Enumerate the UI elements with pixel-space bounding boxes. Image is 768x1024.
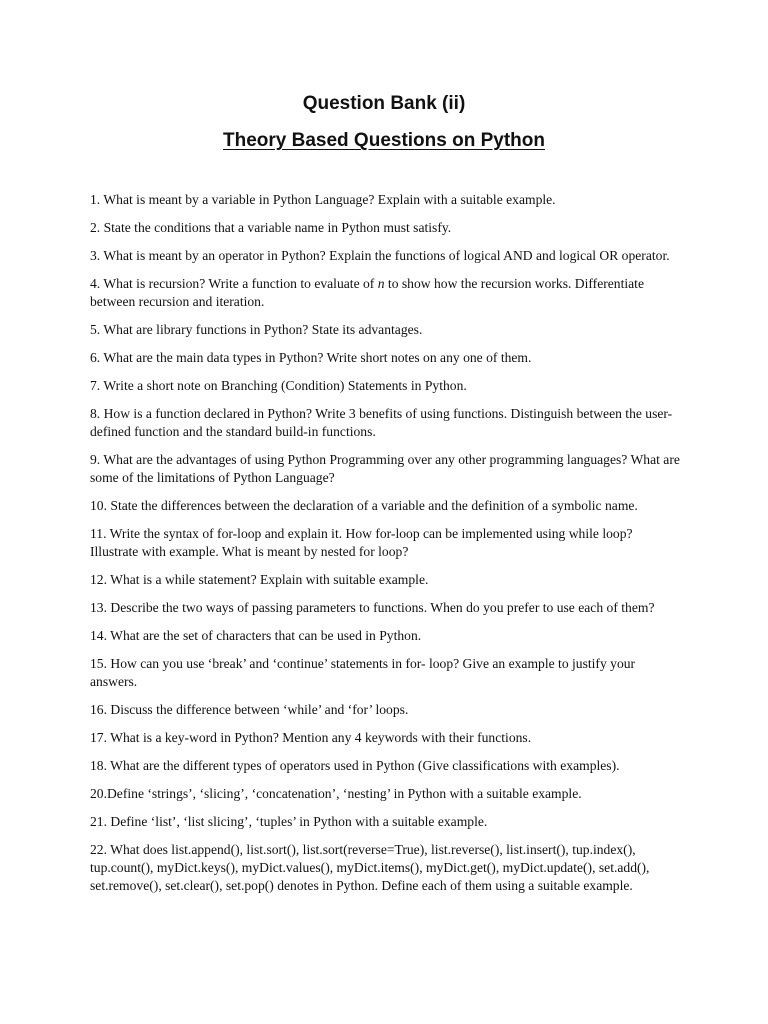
question-item: 6. What are the main data types in Python? Write short notes on any one of them. — [90, 350, 532, 365]
question-item: 1. What is meant by a variable in Python Language? Explain with a suitable example. — [90, 192, 556, 207]
document-subtitle: Theory Based Questions on Python — [223, 130, 545, 151]
question-item: 12. What is a while statement? Explain with suitable example. — [90, 572, 429, 587]
question-item: 21. Define ‘list’, ‘list slicing’, ‘tuples’ in Python with a suitable example. — [90, 814, 488, 829]
question-item: 5. What are library functions in Python? State its advantages. — [90, 322, 423, 337]
question-item: 13. Describe the two ways of passing parameters to functions. When do you prefer to use each of them? — [90, 600, 655, 615]
question-item: 22. What does list.append(), list.sort(), list.sort(reverse=True), list.reverse(), list.insert(), tup.index(), tup.count(), myDict.keys(), myDict.values(), myDict.items(), myDict.get(), myDict.update(), set.add(), set.remove(), set.clear(), set.pop() denotes in Python. Define each of them using a suitable example. — [90, 842, 650, 893]
question-item: 2. State the conditions that a variable name in Python must satisfy. — [90, 220, 452, 235]
question-list — [90, 191, 680, 905]
question-item: 3. What is meant by an operator in Python? Explain the functions of logical AND and logical OR operator. — [90, 248, 670, 263]
document-title: Question Bank (ii) — [302, 93, 466, 114]
question-item: 9. What are the advantages of using Python Programming over any other programming languages? What are some of the limitations of Python Language? — [90, 452, 680, 485]
variable-n: n — [377, 276, 385, 291]
question-item: 11. Write the syntax of for-loop and explain it. How for-loop can be implemented using while loop? Illustrate with example. What is meant by nested for loop? — [90, 526, 633, 559]
question-item: 7. Write a short note on Branching (Condition) Statements in Python. — [90, 378, 467, 393]
question-item: 14. What are the set of characters that can be used in Python. — [90, 628, 422, 643]
question-item: 15. How can you use ‘break’ and ‘continue’ statements in for- loop? Give an example to justify your answers. — [90, 656, 636, 689]
question-item: 10. State the differences between the declaration of a variable and the definition of a symbolic name. — [90, 498, 638, 513]
question-item: 8. How is a function declared in Python? Write 3 benefits of using functions. Distinguish between the user-defined function and the standard build-in functions. — [90, 406, 673, 439]
question-item: 17. What is a key-word in Python? Mention any 4 keywords with their functions. — [90, 730, 532, 745]
question-item: 18. What are the different types of operators used in Python (Give classifications with examples). — [90, 758, 620, 773]
question-item: 4. What is recursion? Write a function to evaluate of n to show how the recursion works. Differentiate between recursion and iteration. — [90, 276, 644, 309]
question-item: 20.Define ‘strings’, ‘slicing’, ‘concatenation’, ‘nesting’ in Python with a suitable example. — [90, 786, 582, 801]
question-item: 16. Discuss the difference between ‘while’ and ‘for’ loops. — [90, 702, 409, 717]
